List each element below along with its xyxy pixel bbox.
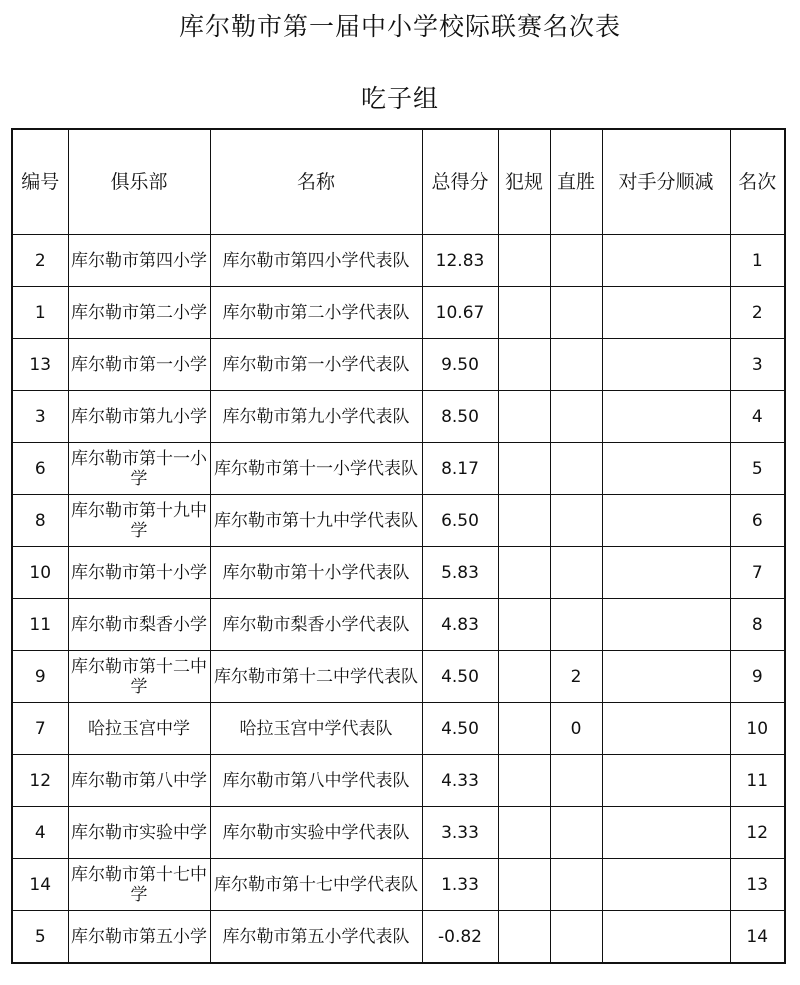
cell-rank: 1: [730, 235, 785, 287]
cell-direct-win: [550, 547, 602, 599]
cell-total-score: 8.50: [422, 391, 498, 443]
table-header-row: [12, 129, 785, 235]
cell-team-name: 库尔勒市第九小学代表队: [210, 391, 422, 443]
column-header-name: 名称: [210, 129, 422, 235]
cell-foul: [498, 807, 550, 859]
cell-foul: [498, 443, 550, 495]
cell-direct-win: [550, 391, 602, 443]
cell-direct-win: [550, 495, 602, 547]
table-row: [12, 859, 785, 911]
cell-total-score: 4.50: [422, 703, 498, 755]
cell-foul: [498, 703, 550, 755]
cell-direct-win: [550, 235, 602, 287]
cell-opponent-score: [602, 651, 730, 703]
cell-opponent-score: [602, 599, 730, 651]
cell-team-name: 库尔勒市第十七中学代表队: [210, 859, 422, 911]
cell-total-score: -0.82: [422, 911, 498, 964]
cell-rank: 6: [730, 495, 785, 547]
cell-id: 13: [12, 339, 68, 391]
table-row: [12, 911, 785, 964]
cell-rank: 4: [730, 391, 785, 443]
cell-opponent-score: [602, 911, 730, 964]
cell-opponent-score: [602, 339, 730, 391]
table-body: [12, 235, 785, 964]
cell-id: 3: [12, 391, 68, 443]
cell-foul: [498, 755, 550, 807]
cell-team-name: 哈拉玉宫中学代表队: [210, 703, 422, 755]
cell-opponent-score: [602, 495, 730, 547]
cell-rank: 12: [730, 807, 785, 859]
cell-rank: 14: [730, 911, 785, 964]
cell-team-name: 库尔勒市第十小学代表队: [210, 547, 422, 599]
cell-rank: 5: [730, 443, 785, 495]
cell-total-score: 5.83: [422, 547, 498, 599]
table-row: [12, 235, 785, 287]
table-row: [12, 807, 785, 859]
table-row: [12, 339, 785, 391]
cell-club: 库尔勒市第十一小学: [68, 443, 210, 495]
cell-total-score: 4.50: [422, 651, 498, 703]
cell-club: 库尔勒市第十小学: [68, 547, 210, 599]
cell-total-score: 6.50: [422, 495, 498, 547]
cell-opponent-score: [602, 807, 730, 859]
ranking-table: [11, 128, 786, 964]
table-row: [12, 651, 785, 703]
cell-team-name: 库尔勒市第八中学代表队: [210, 755, 422, 807]
cell-direct-win: [550, 443, 602, 495]
cell-direct-win: 0: [550, 703, 602, 755]
group-title: 吃子组: [360, 84, 439, 113]
cell-foul: [498, 495, 550, 547]
column-header-club: 俱乐部: [68, 129, 210, 235]
cell-foul: [498, 651, 550, 703]
table-row: [12, 599, 785, 651]
cell-id: 10: [12, 547, 68, 599]
cell-total-score: 4.83: [422, 599, 498, 651]
page-title: 库尔勒市第一届中小学校际联赛名次表: [178, 12, 621, 41]
cell-total-score: 1.33: [422, 859, 498, 911]
cell-foul: [498, 339, 550, 391]
cell-team-name: 库尔勒市第四小学代表队: [210, 235, 422, 287]
cell-club: 库尔勒市第二小学: [68, 287, 210, 339]
cell-opponent-score: [602, 235, 730, 287]
cell-team-name: 库尔勒市第十二中学代表队: [210, 651, 422, 703]
cell-id: 7: [12, 703, 68, 755]
cell-foul: [498, 599, 550, 651]
cell-team-name: 库尔勒市第十九中学代表队: [210, 495, 422, 547]
cell-direct-win: [550, 339, 602, 391]
cell-club: 库尔勒市第五小学: [68, 911, 210, 964]
cell-direct-win: [550, 599, 602, 651]
cell-rank: 3: [730, 339, 785, 391]
cell-team-name: 库尔勒市第二小学代表队: [210, 287, 422, 339]
cell-total-score: 8.17: [422, 443, 498, 495]
cell-opponent-score: [602, 703, 730, 755]
cell-id: 14: [12, 859, 68, 911]
cell-id: 11: [12, 599, 68, 651]
cell-total-score: 3.33: [422, 807, 498, 859]
cell-team-name: 库尔勒市第一小学代表队: [210, 339, 422, 391]
table-row: [12, 391, 785, 443]
cell-direct-win: [550, 807, 602, 859]
cell-direct-win: [550, 911, 602, 964]
cell-rank: 2: [730, 287, 785, 339]
table-row: [12, 287, 785, 339]
cell-total-score: 12.83: [422, 235, 498, 287]
cell-direct-win: [550, 287, 602, 339]
cell-team-name: 库尔勒市实验中学代表队: [210, 807, 422, 859]
cell-id: 8: [12, 495, 68, 547]
table-row: [12, 547, 785, 599]
cell-opponent-score: [602, 287, 730, 339]
cell-club: 库尔勒市第十九中学: [68, 495, 210, 547]
cell-direct-win: [550, 859, 602, 911]
cell-rank: 7: [730, 547, 785, 599]
cell-opponent-score: [602, 443, 730, 495]
cell-id: 4: [12, 807, 68, 859]
cell-id: 9: [12, 651, 68, 703]
table-row: [12, 443, 785, 495]
cell-id: 12: [12, 755, 68, 807]
column-header-foul: 犯规: [498, 129, 550, 235]
cell-team-name: 库尔勒市第十一小学代表队: [210, 443, 422, 495]
cell-rank: 11: [730, 755, 785, 807]
cell-club: 库尔勒市第一小学: [68, 339, 210, 391]
table-row: [12, 755, 785, 807]
column-header-rank: 名次: [730, 129, 785, 235]
cell-foul: [498, 547, 550, 599]
cell-club: 库尔勒市第九小学: [68, 391, 210, 443]
cell-direct-win: 2: [550, 651, 602, 703]
cell-rank: 8: [730, 599, 785, 651]
cell-id: 5: [12, 911, 68, 964]
column-header-id: 编号: [12, 129, 68, 235]
cell-direct-win: [550, 755, 602, 807]
cell-foul: [498, 287, 550, 339]
cell-total-score: 4.33: [422, 755, 498, 807]
cell-foul: [498, 235, 550, 287]
cell-club: 库尔勒市第十七中学: [68, 859, 210, 911]
column-header-opponent-score: 对手分顺减: [602, 129, 730, 235]
cell-opponent-score: [602, 755, 730, 807]
cell-foul: [498, 911, 550, 964]
cell-foul: [498, 859, 550, 911]
cell-club: 库尔勒市第十二中学: [68, 651, 210, 703]
cell-rank: 9: [730, 651, 785, 703]
cell-opponent-score: [602, 547, 730, 599]
cell-id: 6: [12, 443, 68, 495]
cell-id: 1: [12, 287, 68, 339]
cell-total-score: 10.67: [422, 287, 498, 339]
table-row: [12, 703, 785, 755]
cell-rank: 13: [730, 859, 785, 911]
cell-club: 库尔勒市第四小学: [68, 235, 210, 287]
cell-total-score: 9.50: [422, 339, 498, 391]
cell-rank: 10: [730, 703, 785, 755]
cell-opponent-score: [602, 859, 730, 911]
cell-team-name: 库尔勒市梨香小学代表队: [210, 599, 422, 651]
column-header-score: 总得分: [422, 129, 498, 235]
cell-team-name: 库尔勒市第五小学代表队: [210, 911, 422, 964]
cell-id: 2: [12, 235, 68, 287]
cell-club: 库尔勒市梨香小学: [68, 599, 210, 651]
cell-club: 哈拉玉宫中学: [68, 703, 210, 755]
cell-foul: [498, 391, 550, 443]
cell-club: 库尔勒市实验中学: [68, 807, 210, 859]
cell-opponent-score: [602, 391, 730, 443]
cell-club: 库尔勒市第八中学: [68, 755, 210, 807]
column-header-direct-win: 直胜: [550, 129, 602, 235]
table-row: [12, 495, 785, 547]
